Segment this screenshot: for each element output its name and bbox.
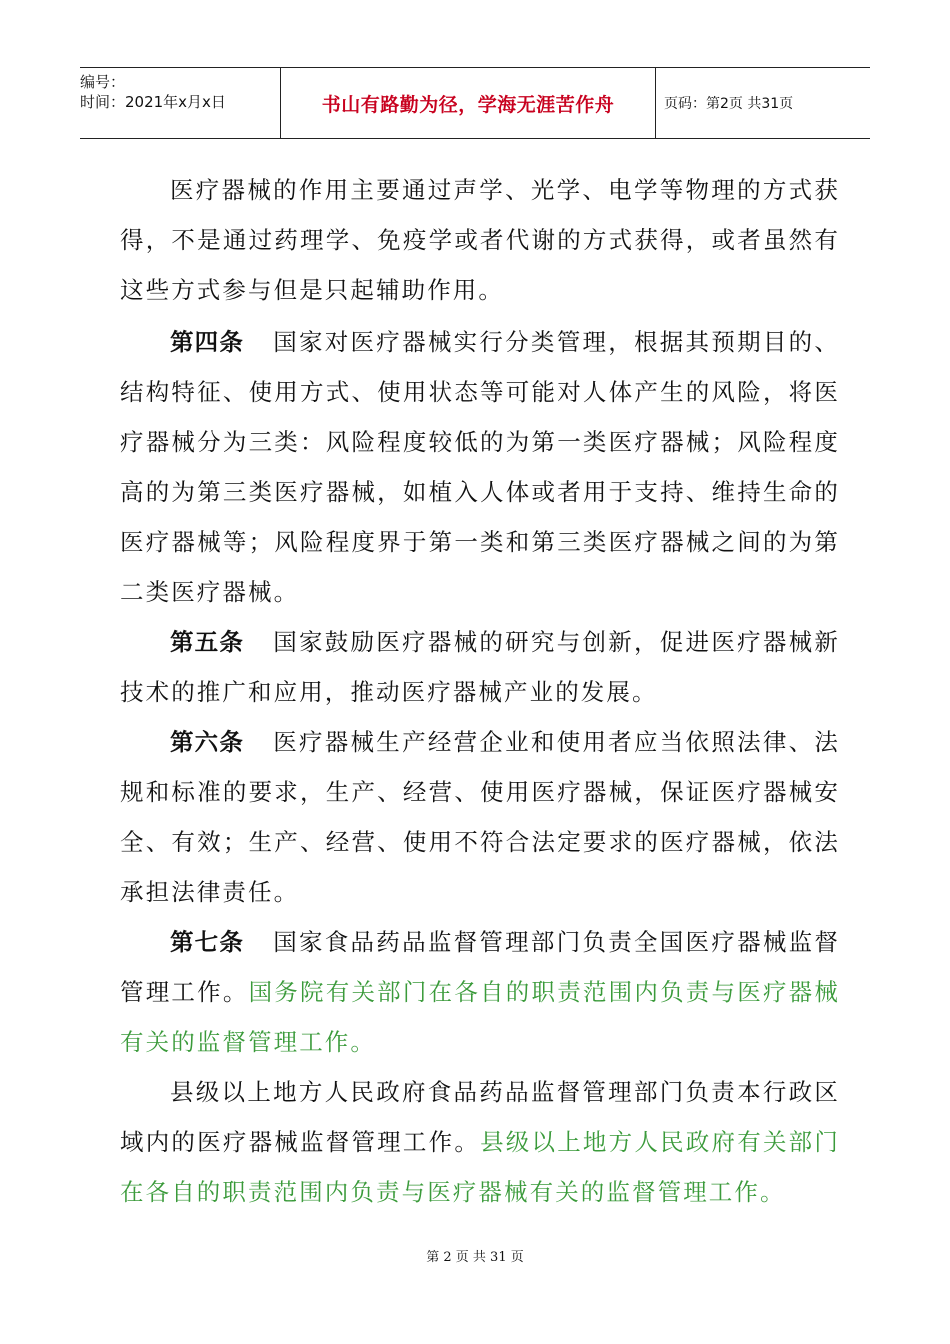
article-number: 第六条 (170, 728, 245, 756)
article-4 (120, 317, 840, 617)
paragraph-text: 国家鼓励医疗器械的研究与创新，促进医疗器械新技术的推广和应用，推动医疗器械产业的发展。 (120, 628, 840, 706)
document-header (80, 67, 870, 139)
page-footer: 第 2 页 共 31 页 (426, 1250, 524, 1265)
article-7 (120, 917, 840, 1067)
highlighted-text: 国务院有关部门在各自的职责范围内负责与医疗器械有关的监督管理工作。 (120, 978, 840, 1056)
paragraph-intro (120, 165, 840, 315)
header-motto-cell (280, 68, 656, 138)
paragraph-text: 医疗器械的作用主要通过声学、光学、电学等物理的方式获得，不是通过药理学、免疫学或者代谢的方式获得，或者虽然有这些方式参与但是只起辅助作用。 (120, 176, 840, 304)
paragraph-text: 县级以上地方人民政府食品药品监督管理部门负责本行政区域内的医疗器械监督管理工作。 (120, 1078, 840, 1156)
number-label: 编号： (80, 73, 126, 91)
page-label: 页码：第2页 共31页 (664, 96, 794, 112)
motto-text: 书山有路勤为径，学海无涯苦作舟 (321, 93, 615, 116)
time-label: 时间：2021年x月x日 (80, 93, 226, 111)
paragraph-text: 国家对医疗器械实行分类管理，根据其预期目的、结构特征、使用方式、使用状态等可能对人体产生的风险，将医疗器械分为三类：风险程度较低的为第一类医疗器械；风险程度高的为第三类医疗器械，如植入人体或者用于支持、维持生命的医疗器械等；风险程度界于第一类和第三类医疗器械之间的为第二类医疗器械。 (120, 328, 840, 606)
article-number: 第七条 (170, 928, 245, 956)
header-page-cell (656, 68, 870, 138)
header-left-cell (80, 68, 280, 138)
article-5 (120, 617, 840, 717)
paragraph-text: 医疗器械生产经营企业和使用者应当依照法律、法规和标准的要求，生产、经营、使用医疗器械，保证医疗器械安全、有效；生产、经营、使用不符合法定要求的医疗器械，依法承担法律责任。 (120, 728, 840, 906)
highlighted-text: 县级以上地方人民政府有关部门在各自的职责范围内负责与医疗器械有关的监督管理工作。 (120, 1128, 840, 1206)
paragraph-text: 国家食品药品监督管理部门负责全国医疗器械监督管理工作。 (120, 928, 840, 1006)
article-number: 第四条 (170, 328, 245, 356)
article-6 (120, 717, 840, 917)
document-body (120, 165, 840, 1217)
paragraph-local (120, 1067, 840, 1217)
article-number: 第五条 (170, 628, 245, 656)
